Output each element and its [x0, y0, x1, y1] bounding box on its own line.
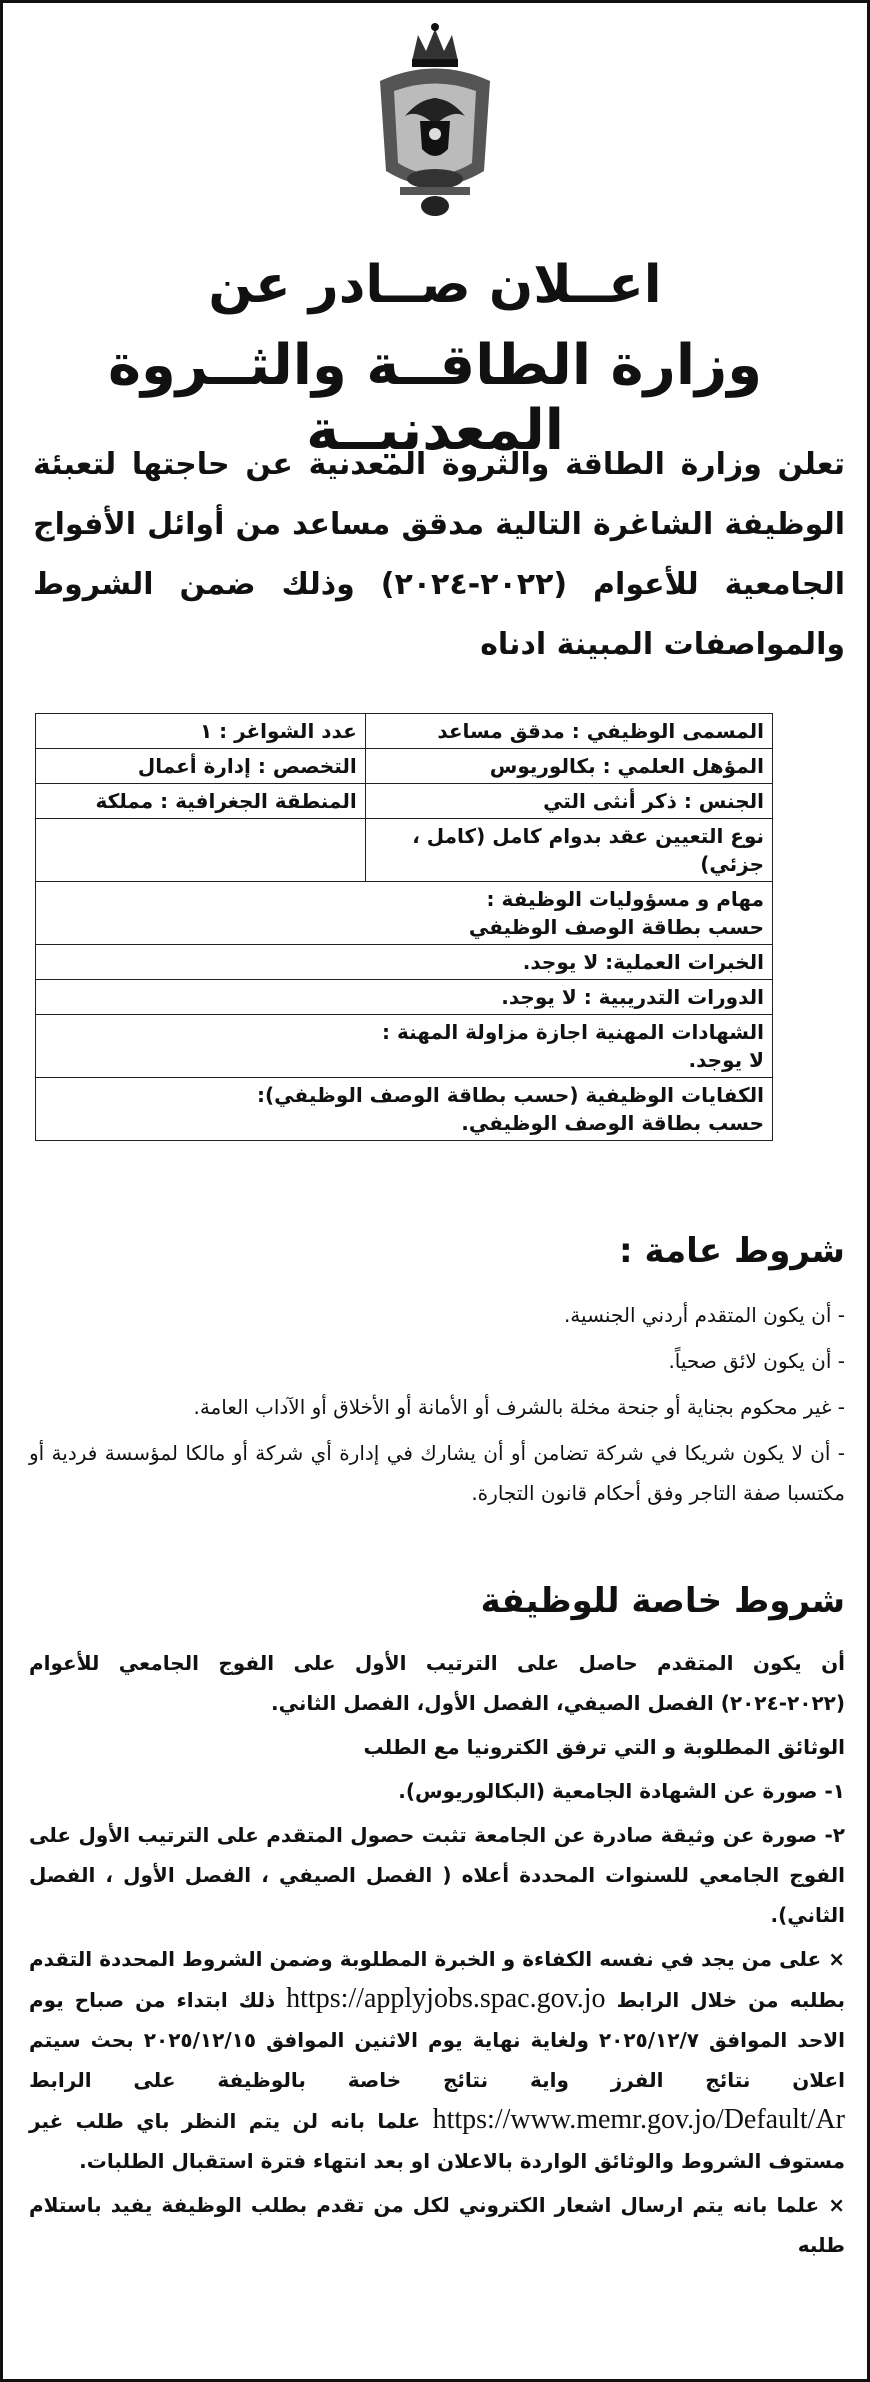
duties-cell [36, 882, 773, 945]
general-conditions-title: شروط عامة : [619, 1231, 845, 1271]
ranking-requirement: أن يكون المتقدم حاصل على الترتيب الأول على الفوج الجامعي للأعوام (٢٠٢٢-٢٠٢٤) الفصل الصيفي، الفصل الأول، الفصل الثاني. [29, 1651, 845, 1715]
table-row [36, 1015, 773, 1078]
table-row [36, 882, 773, 945]
qualification-cell: المؤهل العلمي : بكالوريوس [365, 749, 772, 784]
table-row [36, 980, 773, 1015]
application-text-a: × على من يجد في نفسه الكفاءة و الخبرة المطلوبة وضمن الشروط المحددة التقدم بطلبه من خلال الرابط [29, 1947, 846, 2012]
document-item: ١- صورة عن الشهادة الجامعية (البكالوريوس). [398, 1779, 845, 1803]
list-item: - أن لا يكون شريكا في شركة تضامن أو أن يشارك في إدارة أي شركة أو مالكا لمؤسسة فردية أو مكتسبا صفة التاجر وفق أحكام قانون التجارة. [29, 1441, 845, 1505]
job-title-cell: المسمى الوظيفي : مدقق مساعد [365, 714, 772, 749]
table-row [36, 945, 773, 980]
table-row [36, 1078, 773, 1141]
duties-value: حسب بطاقة الوصف الوظيفي [468, 915, 764, 939]
competencies-value: حسب بطاقة الوصف الوظيفي. [461, 1111, 764, 1135]
vacancies-cell: عدد الشواغر : ١ [36, 714, 366, 749]
list-item: - أن يكون لائق صحياً. [668, 1349, 845, 1373]
special-conditions-title: شروط خاصة للوظيفة [480, 1581, 845, 1621]
table-row [36, 819, 773, 882]
certificates-label: الشهادات المهنية اجازة مزاولة المهنة : [381, 1020, 764, 1044]
application-text-c: علما بانه لن يتم النظر باي طلب غير مستوف الشروط والوثائق الواردة بالاعلان او بعد انتهاء فترة استقبال الطلبات. [29, 2109, 845, 2173]
emblem-area [3, 21, 867, 231]
documents-heading: الوثائق المطلوبة و التي ترفق الكترونيا مع الطلب [363, 1735, 845, 1759]
certificates-cell [36, 1015, 773, 1078]
application-text-b: ذلك ابتداء من صباح يوم الاحد الموافق ٢٠٢٥/١٢/٧ ولغاية نهاية يوم الاثنين الموافق ٢٠٢٥/١٢/١٥ بحث سيتم اعلان نتائج الفرز واية نتائج خاصة بالوظيفة على الرابط [29, 1988, 846, 2092]
training-cell: الدورات التدريبية : لا يوجد. [36, 980, 773, 1015]
application-notice [29, 1939, 845, 2181]
intro-paragraph: تعلن وزارة الطاقة والثروة المعدنية عن حاجتها لتعبئة الوظيفة الشاغرة التالية مدقق مساعد من أوائل الأفواج الجامعية للأعوام (٢٠٢٢-٢٠٢٤) وذلك ضمن الشروط والمواصفات المبينة ادناه [33, 447, 845, 662]
special-conditions-body [29, 1643, 845, 2269]
coat-of-arms-icon [360, 21, 510, 231]
region-cell: المنطقة الجغرافية : مملكة [36, 784, 366, 819]
list-item: - أن يكون المتقدم أردني الجنسية. [563, 1303, 845, 1327]
duties-label: مهام و مسؤوليات الوظيفة : [486, 887, 764, 911]
specialization-cell: التخصص : إدارة أعمال [36, 749, 366, 784]
results-link[interactable]: https://www.memr.gov.jo/Default/Ar [432, 2104, 845, 2135]
table-row [36, 784, 773, 819]
certificates-value: لا يوجد. [688, 1048, 764, 1072]
competencies-label: الكفايات الوظيفية (حسب بطاقة الوصف الوظيفي): [257, 1083, 764, 1107]
document-item: ٢- صورة عن وثيقة صادرة عن الجامعة تثبت حصول المتقدم على الترتيب الأول على الفوج الجامعي للسنوات المحددة أعلاه ( الفصل الصيفي ، الفصل الأول ، الفصل الثاني). [29, 1823, 845, 1927]
notification-notice: × علما بانه يتم ارسال اشعار الكتروني لكل من تقدم بطلب الوظيفة يفيد باستلام طلبه [29, 2193, 845, 2257]
table-row [36, 714, 773, 749]
empty-cell [36, 819, 366, 882]
gender-cell: الجنس : ذكر أنثى التي [365, 784, 772, 819]
job-details-table [35, 713, 773, 1141]
apply-link[interactable]: https://applyjobs.spac.gov.jo [286, 1983, 606, 2014]
appointment-type-cell: نوع التعيين عقد بدوام كامل (كامل ، جزئي) [365, 819, 772, 882]
list-item: - غير محكوم بجناية أو جنحة مخلة بالشرف أو الأمانة أو الأخلاق أو الآداب العامة. [193, 1395, 845, 1419]
announcement-title: اعــلان صــادر عن [208, 255, 662, 315]
competencies-cell [36, 1078, 773, 1141]
ministry-title: وزارة الطاقــة والثــروة المعدنيــة [107, 333, 763, 463]
experience-cell: الخبرات العملية: لا يوجد. [36, 945, 773, 980]
table-row [36, 749, 773, 784]
general-conditions-list [29, 1295, 845, 1519]
